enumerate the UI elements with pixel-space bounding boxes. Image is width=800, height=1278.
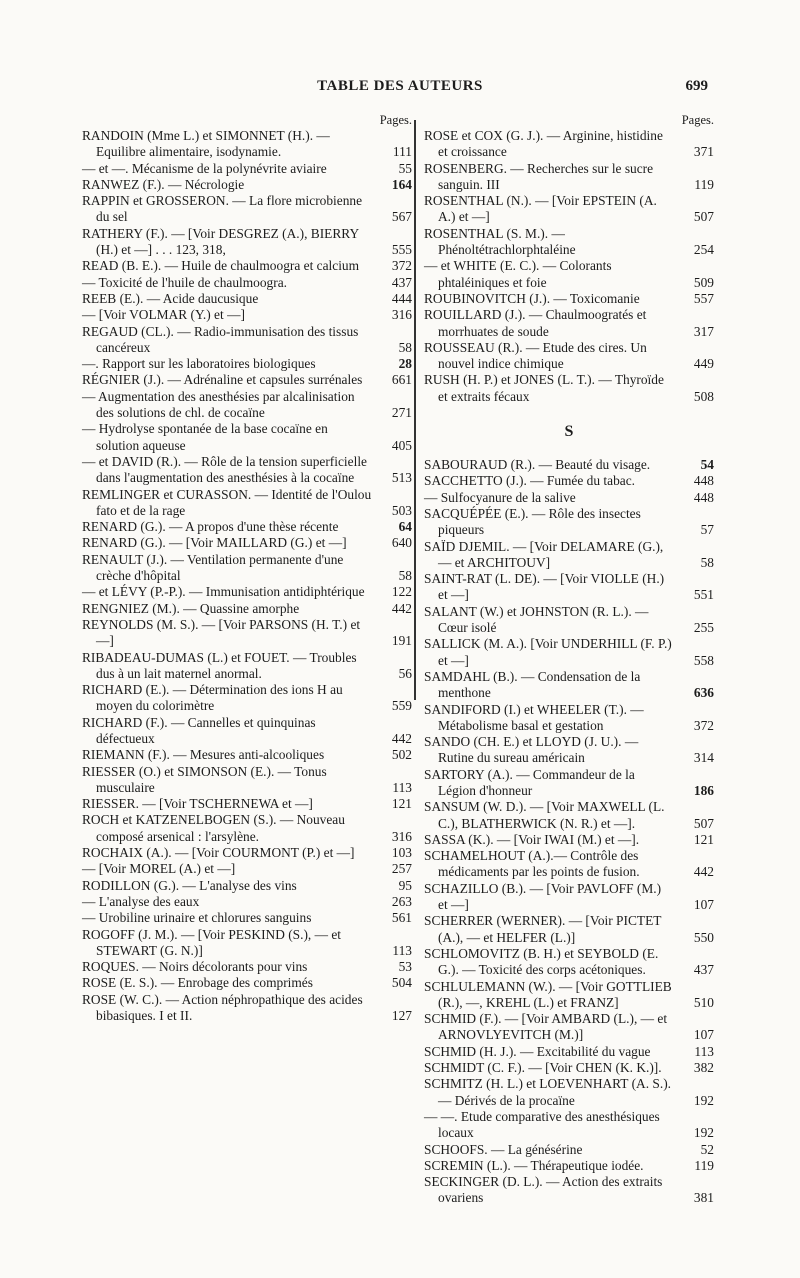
index-entry: [424, 1142, 714, 1158]
index-entry: [424, 979, 714, 1012]
entry-text: RIESSER. — [Voir TSCHERNEWA et —]: [82, 796, 313, 812]
entry-page-number: 113: [392, 942, 412, 958]
entry-page-number: 437: [391, 274, 412, 290]
entry-text: — Toxicité de l'huile de chaulmoogra.: [82, 274, 288, 290]
index-entry: [82, 910, 412, 926]
entry-text: ROSENBERG. — Recherches sur le sucre sanguin. III: [424, 160, 657, 192]
entry-text: SAMDAHL (B.). — Condensation de la menthone: [424, 668, 644, 701]
entry-page-number: 555: [391, 242, 412, 258]
entry-page-number: 57: [700, 522, 714, 538]
section-letter-s: S: [564, 423, 574, 441]
index-entry: [424, 881, 714, 914]
entry-page-number: 263: [391, 893, 412, 909]
entry-text: SCHMID (H. J.). — Excitabilité du vague: [424, 1043, 651, 1059]
entry-text: SASSA (K.). — [Voir IWAI (M.) et —].: [424, 831, 640, 847]
index-entry: [424, 1076, 714, 1109]
entry-page-number: 559: [391, 698, 412, 714]
entry-text: ROQUES. — Noirs décolorants pour vins: [82, 959, 308, 975]
index-entry: [82, 519, 412, 535]
entry-page-number: 58: [398, 339, 412, 355]
entry-text: RANDOIN (Mme L.) et SIMONNET (H.). — Equilibre alimentaire, isodynamie.: [82, 128, 334, 160]
index-entry: [82, 927, 412, 960]
entry-text: ROSE (E. S.). — Enrobage des comprimés: [82, 975, 313, 991]
entry-text: SARTORY (A.). — Commandeur de la Légion d'honneur: [424, 766, 639, 798]
entry-page-number: 448: [693, 473, 714, 489]
index-entry: [82, 747, 412, 763]
index-entry: [82, 682, 412, 715]
entry-page-number: 257: [391, 861, 412, 877]
index-entry: [82, 845, 412, 861]
index-entry: [424, 490, 714, 506]
entry-text: ROCHAIX (A.). — [Voir COURMONT (P.) et —]: [82, 845, 355, 861]
page-header: [0, 78, 800, 98]
entry-page-number: 55: [398, 160, 412, 176]
index-entry: [82, 372, 412, 388]
entry-page-number: 550: [693, 929, 714, 945]
entry-text: REGAUD (CL.). — Radio-immunisation des tissus cancéreux: [82, 323, 362, 355]
entry-page-number: 442: [693, 864, 714, 880]
index-entry: [424, 1011, 714, 1044]
entry-page-number: 192: [693, 1125, 714, 1141]
entry-page-number: 382: [693, 1060, 714, 1076]
entry-page-number: 113: [392, 779, 412, 795]
entry-text: SAÏD DJEMIL. — [Voir DELAMARE (G.), — et ARCHITOUV]: [424, 538, 667, 570]
entry-page-number: 58: [700, 554, 714, 570]
entry-page-number: 507: [693, 209, 714, 225]
index-entry: [424, 604, 714, 637]
entry-page-number: 192: [693, 1092, 714, 1108]
index-entry: [82, 535, 412, 551]
index-entry: [424, 913, 714, 946]
index-entry: [424, 669, 714, 702]
entry-page-number: 636: [693, 685, 714, 701]
entry-text: RENAULT (J.). — Ventilation permanente d'une crèche d'hôpital: [82, 551, 347, 584]
entry-page-number: 661: [391, 372, 412, 388]
index-entry: [424, 307, 714, 340]
entry-text: RUSH (H. P.) et JONES (L. T.). — Thyroïde et extraits fécaux: [424, 372, 668, 404]
index-entry: [82, 650, 412, 683]
entry-page-number: 186: [693, 782, 714, 798]
index-entry: [424, 767, 714, 800]
index-entry: [82, 487, 412, 520]
index-entry: [82, 552, 412, 585]
entry-text: SANDIFORD (I.) et WHEELER (T.). — Métabolisme basal et gestation: [424, 701, 648, 733]
column-divider: [414, 120, 416, 700]
entry-text: RIEMANN (F.). — Mesures anti-alcooliques: [82, 747, 325, 763]
index-entry: [82, 258, 412, 274]
author-list-s: [424, 457, 714, 1207]
index-entry: [82, 601, 412, 617]
entry-text: REEB (E.). — Acide daucusique: [82, 290, 259, 306]
entry-page-number: 442: [391, 600, 412, 616]
index-entry: [424, 457, 714, 473]
index-entry: [424, 832, 714, 848]
entry-text: ROUSSEAU (R.). — Etude des cires. Un nouvel indice chimique: [424, 339, 651, 372]
entry-text: RENGNIEZ (M.). — Quassine amorphe: [82, 600, 300, 616]
index-entry: [424, 193, 714, 226]
entry-text: SCHOOFS. — La génésérine: [424, 1141, 583, 1157]
index-entry: [424, 1060, 714, 1076]
index-entry: [424, 1109, 714, 1142]
entry-text: — et WHITE (E. C.). — Colorants phtaléiniques et foie: [424, 258, 615, 290]
entry-text: RENARD (G.). — [Voir MAILLARD (G.) et —]: [82, 535, 347, 551]
entry-text: READ (B. E.). — Huile de chaulmoogra et calcium: [82, 258, 360, 274]
entry-text: — et —. Mécanisme de la polynévrite aviaire: [82, 160, 327, 176]
index-entry: [82, 878, 412, 894]
entry-text: RODILLON (G.). — L'analyse des vins: [82, 877, 297, 893]
index-entry: [424, 702, 714, 735]
index-entry: [424, 340, 714, 373]
index-entry: [424, 473, 714, 489]
entry-page-number: 56: [398, 665, 412, 681]
entry-text: — et DAVID (R.). — Rôle de la tension superficielle dans l'augmentation des anesthésies à la cocaïne: [82, 453, 371, 486]
entry-text: SCHLOMOVITZ (B. H.) et SEYBOLD (E. G.). — Toxicité des corps acétoniques.: [424, 945, 662, 978]
entry-text: SACQUÉPÉE (E.). — Rôle des insectes piqueurs: [424, 505, 645, 538]
entry-page-number: 121: [391, 796, 412, 812]
entry-text: —. Rapport sur les laboratoires biologiques: [82, 356, 316, 372]
entry-text: RANWEZ (F.). — Nécrologie: [82, 176, 245, 192]
index-entry: [424, 258, 714, 291]
index-entry: [424, 161, 714, 194]
index-entry: [82, 275, 412, 291]
entry-page-number: 54: [700, 457, 714, 473]
entry-text: SANSUM (W. D.). — [Voir MAXWELL (L. C.), BLATHERWICK (N. R.) et —].: [424, 799, 668, 831]
entry-text: RICHARD (F.). — Cannelles et quinquinas défectueux: [82, 714, 319, 746]
entry-page-number: 191: [391, 633, 412, 649]
index-entry: [424, 1044, 714, 1060]
entry-page-number: 316: [391, 307, 412, 323]
index-entry: [424, 226, 714, 259]
entry-page-number: 314: [693, 750, 714, 766]
index-entry: [82, 324, 412, 357]
entry-page-number: 561: [391, 910, 412, 926]
entry-page-number: 640: [391, 535, 412, 551]
entry-text: — L'analyse des eaux: [82, 893, 200, 909]
index-entry: [82, 193, 412, 226]
entry-page-number: 164: [391, 176, 412, 192]
entry-page-number: 53: [398, 959, 412, 975]
index-entry: [424, 734, 714, 767]
entry-page-number: 113: [694, 1043, 714, 1059]
entry-page-number: 508: [693, 388, 714, 404]
entry-text: ROSE et COX (G. J.). — Arginine, histidine et croissance: [424, 128, 667, 160]
index-entry: [82, 128, 412, 161]
entry-page-number: 317: [693, 323, 714, 339]
entry-text: — [Voir MOREL (A.) et —]: [82, 861, 236, 877]
entry-text: — et LÉVY (P.-P.). — Immunisation antidiphtérique: [82, 584, 365, 600]
entry-text: REYNOLDS (M. S.). — [Voir PARSONS (H. T.) et —]: [82, 616, 364, 649]
index-entry: [82, 584, 412, 600]
index-entry: [424, 636, 714, 669]
entry-text: — Augmentation des anesthésies par alcalinisation des solutions de chl. de cocaïne: [82, 388, 358, 421]
entry-text: SALANT (W.) et JOHNSTON (R. L.). — Cœur isolé: [424, 603, 652, 636]
right-column: [424, 112, 714, 1207]
entry-text: ROUBINOVITCH (J.). — Toxicomanie: [424, 290, 640, 306]
entry-page-number: 372: [693, 717, 714, 733]
index-entry: [424, 1174, 714, 1207]
entry-page-number: 442: [391, 730, 412, 746]
entry-page-number: 122: [391, 584, 412, 600]
entry-page-number: 64: [398, 519, 412, 535]
pages-label-right: Pages.: [681, 113, 714, 127]
entry-text: — Sulfocyanure de la salive: [424, 489, 576, 505]
entry-page-number: 405: [391, 437, 412, 453]
entry-page-number: 509: [693, 274, 714, 290]
entry-page-number: 558: [693, 652, 714, 668]
index-entry: [82, 454, 412, 487]
author-list-left: [82, 128, 412, 1024]
entry-text: SCHMIDT (C. F.). — [Voir CHEN (K. K.)].: [424, 1060, 662, 1076]
entry-text: SCHAZILLO (B.). — [Voir PAVLOFF (M.) et —]: [424, 880, 665, 913]
entry-text: RICHARD (E.). — Détermination des ions H au moyen du colorimètre: [82, 682, 347, 714]
entry-text: SCHMITZ (H. L.) et LOEVENHART (A. S.). — Dérivés de la procaïne: [424, 1076, 675, 1108]
page-title: TABLE DES AUTEURS: [317, 78, 483, 94]
entry-text: SACCHETTO (J.). — Fumée du tabac.: [424, 473, 636, 489]
entry-text: RAPPIN et GROSSERON. — La flore microbienne du sel: [82, 193, 366, 225]
index-entry: [82, 796, 412, 812]
entry-text: — —. Etude comparative des anesthésiques locaux: [424, 1108, 664, 1141]
entry-page-number: 513: [391, 470, 412, 486]
entry-page-number: 316: [391, 828, 412, 844]
entry-page-number: 107: [693, 897, 714, 913]
entry-page-number: 58: [398, 568, 412, 584]
entry-text: ROUILLARD (J.). — Chaulmoogratés et morrhuates de soude: [424, 307, 650, 339]
entry-page-number: 372: [391, 258, 412, 274]
entry-text: ROGOFF (J. M.). — [Voir PESKIND (S.), — et STEWART (G. N.)]: [82, 926, 345, 958]
index-entry: [82, 959, 412, 975]
entry-text: RENARD (G.). — A propos d'une thèse récente: [82, 519, 339, 535]
entry-text: REMLINGER et CURASSON. — Identité de l'Oulou fato et de la rage: [82, 486, 375, 518]
index-entry: [82, 389, 412, 422]
index-entry: [82, 617, 412, 650]
entry-page-number: 119: [694, 176, 714, 192]
index-entry: [82, 291, 412, 307]
entry-page-number: 557: [693, 290, 714, 306]
entry-page-number: 449: [693, 356, 714, 372]
entry-page-number: 95: [398, 877, 412, 893]
entry-text: RIBADEAU-DUMAS (L.) et FOUET. — Troubles dus à un lait maternel anormal.: [82, 649, 360, 681]
entry-text: — Hydrolyse spontanée de la base cocaïne en solution aqueuse: [82, 421, 332, 453]
entry-page-number: 28: [398, 356, 412, 372]
index-entry: [82, 764, 412, 797]
entry-page-number: 437: [693, 962, 714, 978]
entry-text: SECKINGER (D. L.). — Action des extraits ovariens: [424, 1174, 666, 1206]
index-entry: [82, 812, 412, 845]
index-entry: [82, 861, 412, 877]
entry-page-number: 448: [693, 489, 714, 505]
index-entry: [424, 848, 714, 881]
entry-page-number: 444: [391, 290, 412, 306]
entry-text: ROSE (W. C.). — Action néphropathique des acides bibasiques. I et II.: [82, 991, 367, 1024]
index-entry: [82, 992, 412, 1025]
index-entry: [82, 177, 412, 193]
index-entry: [82, 356, 412, 372]
entry-text: SCHAMELHOUT (A.).— Contrôle des médicaments par les points de fusion.: [424, 848, 642, 880]
entry-page-number: 371: [693, 144, 714, 160]
entry-text: SABOURAUD (R.). — Beauté du visage.: [424, 457, 651, 473]
entry-page-number: 255: [693, 620, 714, 636]
entry-page-number: 504: [391, 975, 412, 991]
entry-page-number: 103: [391, 845, 412, 861]
index-entry: [82, 975, 412, 991]
author-list-r: [424, 128, 714, 405]
entry-page-number: 254: [693, 242, 714, 258]
page-number: 699: [685, 78, 708, 94]
entry-page-number: 551: [693, 587, 714, 603]
index-entry: [82, 226, 412, 259]
entry-page-number: 127: [391, 1008, 412, 1024]
index-entry: [424, 1158, 714, 1174]
index-entry: [82, 894, 412, 910]
pages-label-left: Pages.: [379, 113, 412, 127]
entry-text: ROSENTHAL (S. M.). — Phénoltétrachlorphtaléine: [424, 225, 576, 258]
index-entry: [82, 307, 412, 323]
entry-text: ROSENTHAL (N.). — [Voir EPSTEIN (A. A.) et —]: [424, 193, 660, 225]
entry-page-number: 107: [693, 1027, 714, 1043]
entry-text: RÉGNIER (J.). — Adrénaline et capsules surrénales: [82, 372, 363, 388]
index-entry: [424, 128, 714, 161]
entry-page-number: 507: [693, 815, 714, 831]
index-entry: [424, 539, 714, 572]
entry-text: SANDO (CH. E.) et LLOYD (J. U.). — Rutine du sureau américain: [424, 734, 642, 766]
entry-page-number: 121: [693, 831, 714, 847]
entry-page-number: 271: [391, 405, 412, 421]
index-entry: [424, 799, 714, 832]
index-entry: [424, 506, 714, 539]
index-entry: [424, 372, 714, 405]
entry-text: — Urobiline urinaire et chlorures sanguins: [82, 910, 312, 926]
left-column: [82, 112, 412, 1024]
entry-text: SAINT-RAT (L. DE). — [Voir VIOLLE (H.) et —]: [424, 571, 668, 603]
entry-text: SCHMID (F.). — [Voir AMBARD (L.), — et ARNOVLYEVITCH (M.)]: [424, 1011, 670, 1043]
index-entry: [424, 946, 714, 979]
index-entry: [82, 161, 412, 177]
index-entry: [82, 421, 412, 454]
entry-text: SCHLULEMANN (W.). — [Voir GOTTLIEB (R.), —, KREHL (L.) et FRANZ]: [424, 978, 676, 1010]
entry-page-number: 119: [694, 1157, 714, 1173]
entry-text: SCREMIN (L.). — Thérapeutique iodée.: [424, 1157, 644, 1173]
entry-text: RATHERY (F.). — [Voir DESGREZ (A.), BIERRY (H.) et —] . . . 123, 318,: [82, 225, 363, 258]
entry-page-number: 567: [391, 209, 412, 225]
entry-page-number: 111: [392, 144, 412, 160]
entry-page-number: 503: [391, 502, 412, 518]
entry-page-number: 510: [693, 994, 714, 1010]
index-entry: [82, 715, 412, 748]
entry-page-number: 52: [700, 1141, 714, 1157]
entry-text: — [Voir VOLMAR (Y.) et —]: [82, 307, 245, 323]
entry-text: ROCH et KATZENELBOGEN (S.). — Nouveau composé arsenical : l'arsylène.: [82, 812, 349, 844]
entry-text: SCHERRER (WERNER). — [Voir PICTET (A.), — et HELFER (L.)]: [424, 913, 665, 945]
entry-page-number: 381: [693, 1190, 714, 1206]
entry-text: RIESSER (O.) et SIMONSON (E.). — Tonus musculaire: [82, 763, 331, 795]
entry-text: SALLICK (M. A.). [Voir UNDERHILL (F. P.) et —]: [424, 636, 676, 668]
entry-page-number: 502: [391, 747, 412, 763]
index-entry: [424, 571, 714, 604]
index-entry: [424, 291, 714, 307]
